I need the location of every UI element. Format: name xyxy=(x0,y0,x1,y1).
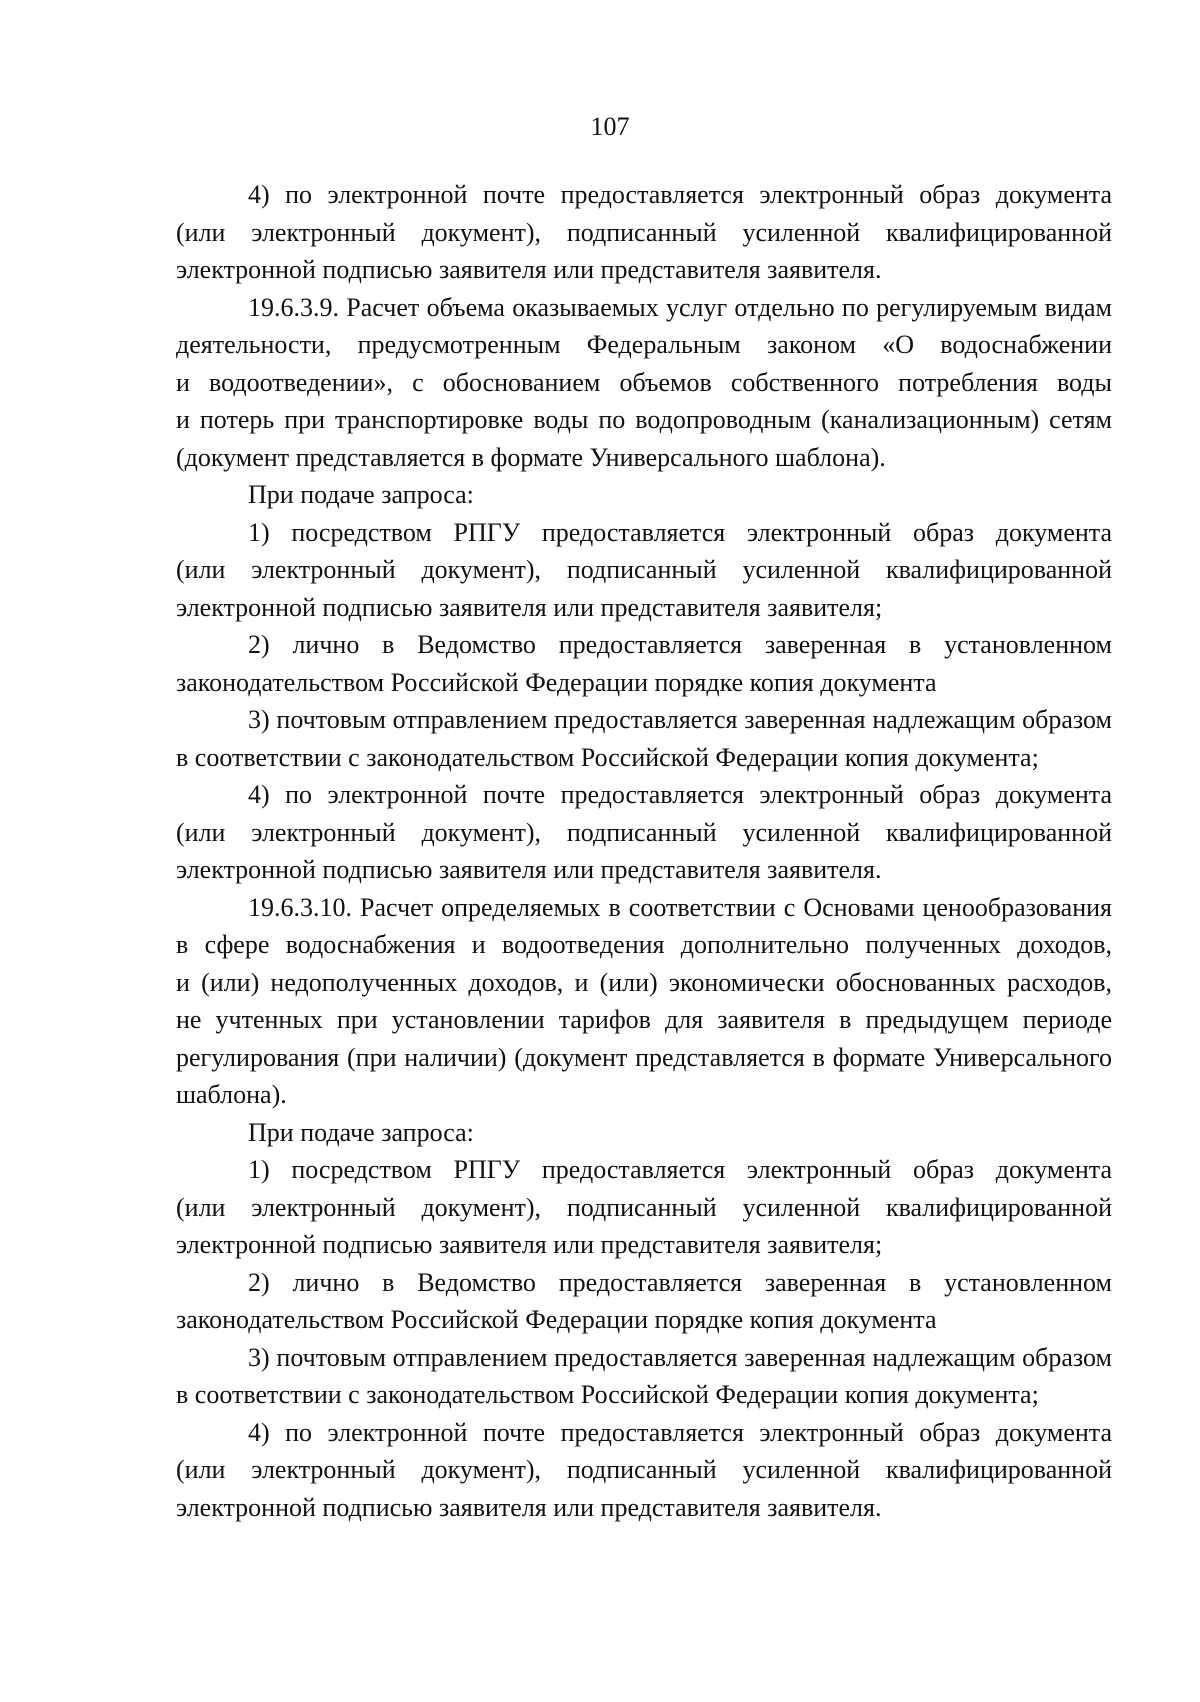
text-line: электронной подписью заявителя или представителя заявителя; xyxy=(176,592,883,622)
text-line: При подаче запроса: xyxy=(248,480,474,509)
paragraph xyxy=(104,1264,1112,1339)
text-line: и водоотведении», с обоснованием объемов собственного потребления воды xyxy=(176,367,1112,397)
text-line: (или электронный документ), подписанный усиленной квалифицированной xyxy=(176,217,1112,247)
text-line: электронной подписью заявителя или представителя заявителя; xyxy=(176,1230,883,1259)
text-line: 2) лично в Ведомство предоставляется заверенная в установленном xyxy=(248,630,1112,659)
text-line: деятельности, предусмотренным Федеральным законом «О водоснабжении xyxy=(176,330,1112,359)
text-line: шаблона). xyxy=(176,1080,287,1109)
page-number: 107 xyxy=(590,112,630,141)
paragraph xyxy=(104,626,1112,701)
text-line: в сфере водоснабжения и водоотведения дополнительно полученных доходов, xyxy=(176,930,1112,959)
paragraph xyxy=(104,1151,1112,1264)
text-line: и потерь при транспортировке воды по водопроводным (канализационным) сетям xyxy=(176,405,1112,434)
text-line: регулирования (при наличии) (документ представляется в формате Универсального xyxy=(176,1042,1112,1072)
text-line: (или электронный документ), подписанный усиленной квалифицированной xyxy=(176,1455,1112,1484)
text-line: электронной подписью заявителя или представителя заявителя. xyxy=(176,855,882,884)
paragraph xyxy=(104,701,1112,776)
paragraph xyxy=(104,1114,1112,1152)
text-line: и (или) недополученных доходов, и (или) экономически обоснованных расходов, xyxy=(176,967,1112,997)
text-line: 3) почтовым отправлением предоставляется заверенная надлежащим образом xyxy=(248,705,1112,734)
text-line: (или электронный документ), подписанный усиленной квалифицированной xyxy=(176,1192,1112,1222)
paragraph xyxy=(104,889,1112,1114)
text-line: не учтенных при установлении тарифов для заявителя в предыдущем периоде xyxy=(176,1005,1112,1034)
text-line: 19.6.3.9. Расчет объема оказываемых услуг отдельно по регулируемым видам xyxy=(248,292,1112,322)
paragraph xyxy=(104,776,1112,889)
paragraph xyxy=(104,514,1112,627)
text-line: 2) лично в Ведомство предоставляется заверенная в установленном xyxy=(248,1267,1112,1297)
paragraph xyxy=(104,289,1112,477)
paragraph xyxy=(104,1414,1112,1527)
text-line: 1) посредством РПГУ предоставляется электронный образ документа xyxy=(248,1155,1112,1184)
text-line: электронной подписью заявителя или представителя заявителя. xyxy=(176,255,882,284)
text-line: 1) посредством РПГУ предоставляется электронный образ документа xyxy=(248,517,1112,547)
text-line: 4) по электронной почте предоставляется электронный образ документа xyxy=(248,1417,1112,1447)
text-line: При подаче запроса: xyxy=(248,1117,474,1147)
text-line: законодательством Российской Федерации порядке копия документа xyxy=(176,667,937,697)
text-line: 4) по электронной почте предоставляется электронный образ документа xyxy=(248,780,1112,809)
paragraph xyxy=(104,476,1112,514)
paragraph xyxy=(104,176,1112,289)
text-line: 19.6.3.10. Расчет определяемых в соответствии с Основами ценообразования xyxy=(248,892,1112,922)
text-line: 4) по электронной почте предоставляется электронный образ документа xyxy=(248,180,1112,209)
text-line: (или электронный документ), подписанный усиленной квалифицированной xyxy=(176,817,1112,847)
document-body xyxy=(104,176,1112,1526)
text-line: в соответствии с законодательством Российской Федерации копия документа; xyxy=(176,742,1039,772)
text-line: (документ представляется в формате Универсального шаблона). xyxy=(176,442,886,472)
paragraph xyxy=(104,1339,1112,1414)
text-line: 3) почтовым отправлением предоставляется заверенная надлежащим образом xyxy=(248,1342,1112,1372)
text-line: законодательством Российской Федерации порядке копия документа xyxy=(176,1305,937,1334)
text-line: электронной подписью заявителя или представителя заявителя. xyxy=(176,1492,882,1522)
text-line: в соответствии с законодательством Российской Федерации копия документа; xyxy=(176,1380,1039,1409)
text-line: (или электронный документ), подписанный усиленной квалифицированной xyxy=(176,555,1112,584)
